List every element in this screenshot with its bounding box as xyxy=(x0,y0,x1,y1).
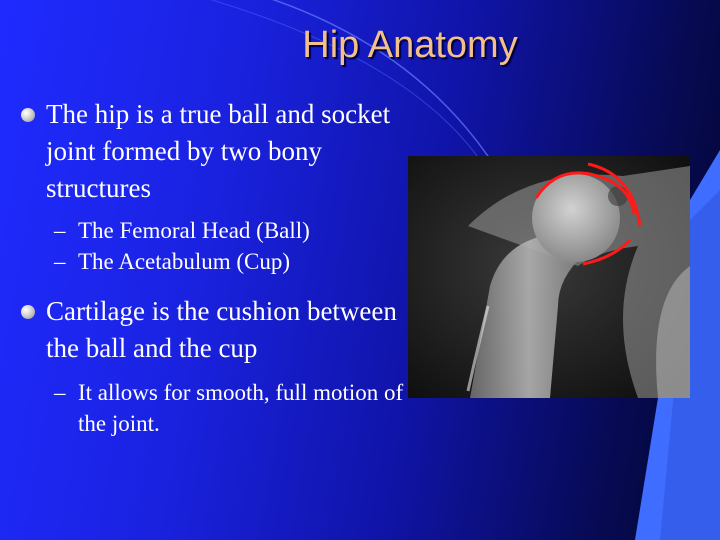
bullet-list xyxy=(18,96,418,439)
bullet-dot-icon xyxy=(21,108,35,122)
slide-title: Hip Anatomy xyxy=(302,24,518,66)
dash-icon: – xyxy=(54,249,66,274)
sub-bullet-text: It allows for smooth, full motion of the joint. xyxy=(78,380,404,436)
sub-bullet-item xyxy=(18,215,418,246)
sub-bullet-text: The Femoral Head (Ball) xyxy=(78,218,310,243)
bullet-text: Cartilage is the cushion between the ball and the cup xyxy=(46,296,397,363)
bullet-item xyxy=(18,293,418,367)
dash-icon: – xyxy=(54,380,66,405)
bullet-text: The hip is a true ball and socket joint formed by two bony structures xyxy=(46,99,391,203)
hip-xray-image xyxy=(408,156,690,398)
bullet-item xyxy=(18,96,418,207)
sub-bullet-item xyxy=(18,246,418,277)
dash-icon: – xyxy=(54,218,66,243)
sub-bullet-item xyxy=(18,377,418,439)
bullet-dot-icon xyxy=(21,305,35,319)
sub-bullet-text: The Acetabulum (Cup) xyxy=(78,249,291,274)
